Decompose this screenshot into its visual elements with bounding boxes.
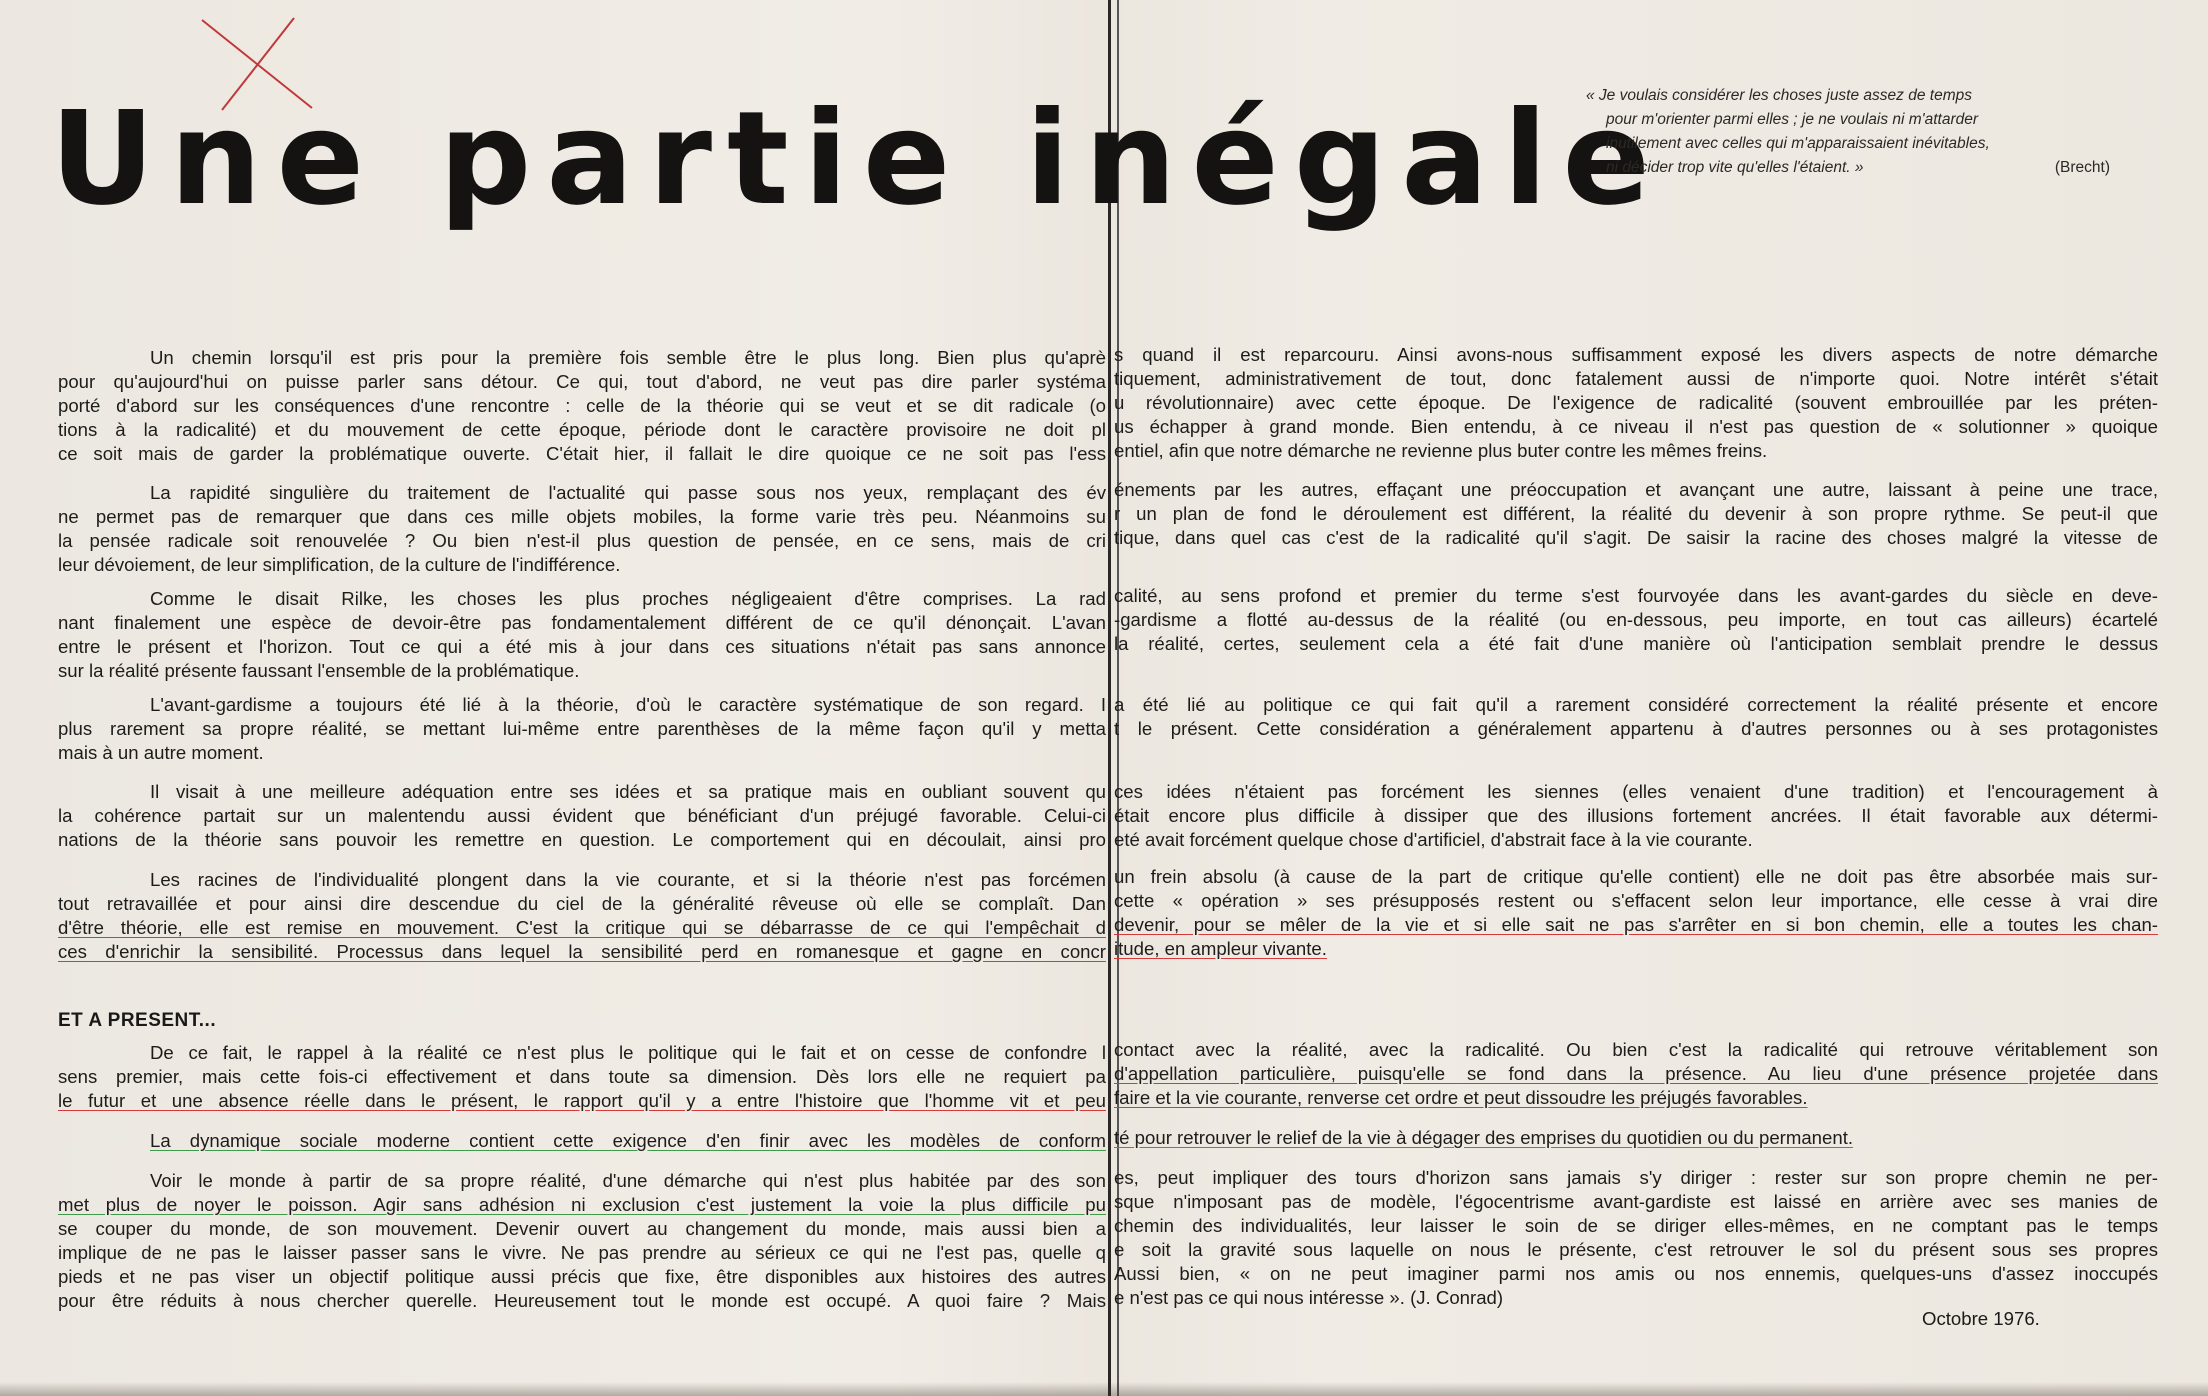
text-line: nations de la théorie sans pouvoir les remettre en question. Le comportement qui en découlait, ainsi pro [58, 829, 1106, 850]
text-line-highlighted: d'appellation particulière, puisqu'elle se fond dans la présence. Au lieu d'une présence projetée dans [1114, 1063, 2158, 1084]
text-line: s quand il est reparcouru. Ainsi avons-nous suffisamment exposé les divers aspects de notre démarche [1114, 344, 2158, 365]
text-line: mais à un autre moment. [58, 742, 264, 763]
text-line-highlighted: itude, en ampleur vivante. [1114, 938, 1327, 959]
epigraph-line: inutilement avec celles qui m'apparaissaient inévitables, [1606, 135, 1990, 152]
text-line: sque n'imposant pas de modèle, l'égocentrisme avant-gardiste est laissé en arrière avec ses manies de [1114, 1191, 2158, 1212]
text-line: tout retravaillée et pour ainsi dire descendue du ciel de la généralité rêveuse où elle se complaît. Dan [58, 893, 1106, 914]
text-line: a été lié au politique ce qui fait qu'il a rarement considéré correctement la réalité présente et encore [1114, 694, 2158, 715]
epigraph-line: ni décider trop vite qu'elles l'étaient. » [1606, 159, 1864, 176]
text-line: ne permet pas de remarquer que dans ces mille objets mobiles, la forme varie très peu. Néanmoins su [58, 506, 1106, 527]
text-line: tique, dans quel cas c'est de la radicalité qu'il s'agit. De saisir la racine des choses malgré la vitesse de [1114, 527, 2158, 548]
text-line: un frein absolu (à cause de la part de critique qu'elle contient) elle ne doit pas être absorbée mais sur- [1114, 866, 2158, 887]
text-line-highlighted: faire et la vie courante, renverse cet ordre et peut dissoudre les préjugés favorables. [1114, 1087, 1808, 1108]
text-line-highlighted: met plus de noyer le poisson. Agir sans adhésion ni exclusion c'est justement la voie la plus difficile pu [58, 1194, 1106, 1215]
text-line: -gardisme a flotté au-dessus de la réalité (ou en-dessous, peu importe, en tout cas ailleurs) écartelé [1114, 609, 2158, 630]
text-line: pour qu'aujourd'hui on puisse parler sans détour. Ce qui, tout d'abord, ne veut pas dire parler systéma [58, 371, 1106, 392]
text-line: tions à la radicalité) et du mouvement de cette époque, période dont le caractère provisoire ne doit pl [58, 419, 1106, 440]
text-line: es, peut impliquer des tours d'horizon sans jamais s'y diriger : rester sur son propre chemin ne per- [1114, 1167, 2158, 1188]
text-line: entre le présent et l'horizon. Tout ce qui a été mis à jour dans ces situations n'était pas sans annonce [58, 636, 1106, 657]
text-line: Les racines de l'individualité plongent dans la vie courante, et si la théorie n'est pas forcémen [150, 869, 1106, 890]
text-line: plus rarement sa propre réalité, se mettant lui-même entre parenthèses de la même façon qu'il y metta [58, 718, 1106, 739]
text-line-highlighted: ces d'enrichir la sensibilité. Processus dans lequel la sensibilité perd en romanesque et gagne en concr [58, 941, 1106, 962]
epigraph-line: pour m'orienter parmi elles ; je ne voulais ni m'attarder [1606, 111, 1979, 128]
text-line: t le présent. Cette considération a généralement appartenu à d'autres personnes ou à ses protagonistes [1114, 718, 2158, 739]
text-line-highlighted: té pour retrouver le relief de la vie à dégager des emprises du quotidien ou du permanent. [1114, 1127, 1854, 1148]
text-line: sens premier, mais cette fois-ci effectivement et dans toute sa dimension. Dès lors elle ne requiert pa [58, 1066, 1106, 1087]
text-line: contact avec la réalité, avec la radicalité. Ou bien c'est la radicalité qui retrouve véritablement son [1114, 1039, 2158, 1060]
text-line: r un plan de fond le déroulement est différent, la réalité du devenir à son propre rythme. Se peut-il que [1114, 503, 2158, 524]
text-line: chemin des individualités, leur laisser le soin de se diriger elles-mêmes, en ne comptant pas le temps [1114, 1215, 2158, 1236]
text-line: la cohérence partait sur un malentendu aussi évident que bénéficiant d'un préjugé favorable. Celui-ci [58, 805, 1106, 826]
text-line-highlighted: le futur et une absence réelle dans le présent, le rapport qu'il y a entre l'histoire que l'homme vit et peu [58, 1090, 1106, 1111]
text-line: L'avant-gardisme a toujours été lié à la théorie, d'où le caractère systématique de son regard. I [150, 694, 1106, 715]
text-line: se couper du monde, de son mouvement. Devenir ouvert au changement du monde, mais aussi bien a [58, 1218, 1106, 1239]
text-line: us échapper à grand monde. Bien entendu, à ce niveau il n'est pas question de « solutionner » quoique [1114, 416, 2158, 437]
text-line: La rapidité singulière du traitement de l'actualité qui passe sous nos yeux, remplaçant des év [150, 482, 1106, 503]
text-line: était encore plus difficile à dissiper que des illusions fortement ancrées. Il était favorable aux détermi- [1114, 805, 2158, 826]
text-line: cette « opération » ses présupposés restent ou s'effacent selon leur importance, elle cesse à vrai dire [1114, 890, 2158, 911]
text-line: sur la réalité présente faussant l'ensemble de la problématique. [58, 660, 580, 681]
text-line: implique de ne pas le laisser passer sans le vivre. Ne pas prendre au sérieux ce qui ne l'est pas, quelle q [58, 1242, 1106, 1263]
text-line: entiel, afin que notre démarche ne revienne plus buter contre les mêmes freins. [1114, 440, 1768, 461]
text-line: leur dévoiement, de leur simplification, de la culture de l'indifférence. [58, 554, 621, 575]
text-line-highlighted: d'être théorie, elle est remise en mouvement. C'est la critique qui se débarrasse de ce qui l'empêchait d [58, 917, 1106, 938]
epigraph-quote [1586, 84, 2110, 180]
text-line: Il visait à une meilleure adéquation entre ses idées et sa pratique mais en oubliant souvent qu [150, 781, 1106, 802]
text-line: Voir le monde à partir de sa propre réalité, d'une démarche qui n'est plus habitée par des son [150, 1170, 1106, 1191]
text-line: porté d'abord sur les conséquences d'une rencontre : celle de la théorie qui se veut et se dit radicale (o [58, 395, 1106, 416]
text-line: nant finalement une espèce de devoir-être pas fondamentalement différent de ce qu'il dénonçait. L'avan [58, 612, 1106, 633]
text-line: Comme le disait Rilke, les choses les plus proches négligeaient d'être comprises. La rad [150, 588, 1106, 609]
text-line: la réalité, certes, seulement cela a été fait d'une manière où l'anticipation semblait prendre le dessus [1114, 633, 2158, 654]
text-line: u révolutionnaire) avec cette époque. De l'exigence de radicalité (souvent embrouillée par les préten- [1114, 392, 2158, 413]
text-line: calité, au sens profond et premier du terme s'est fourvoyée dans les avant-gardes du siècle en deve- [1114, 585, 2158, 606]
text-line: pour être réduits à nous chercher querelle. Heureusement tout le monde est occupé. A quoi faire ? Mais [58, 1290, 1106, 1311]
text-line: eté avait forcément quelque chose d'artificiel, d'abstrait face à la vie courante. [1114, 829, 1753, 850]
text-line: ces idées n'étaient pas forcément les siennes (elles venaient d'une tradition) et l'encouragement à [1114, 781, 2158, 802]
text-line: e n'est pas ce qui nous intéresse ». (J. Conrad) [1114, 1287, 1504, 1308]
text-line-highlighted: La dynamique sociale moderne contient cette exigence d'en finir avec les modèles de conform [150, 1130, 1106, 1151]
text-line: pieds et ne pas viser un objectif politique aussi précis que fixe, être disponibles aux histoires des autres [58, 1266, 1106, 1287]
section-heading: ET A PRESENT... [58, 1010, 217, 1031]
epigraph-author: (Brecht) [2054, 159, 2110, 176]
page-edge-shadow [0, 1382, 2208, 1396]
text-line: la pensée radicale soit renouvelée ? Ou bien n'est-il plus question de pensée, en ce sens, mais de cri [58, 530, 1106, 551]
text-line: De ce fait, le rappel à la réalité ce n'est plus le politique qui le fait et on cesse de confondre l [150, 1042, 1106, 1063]
text-line: énements par les autres, effaçant une préoccupation et avançant une autre, laissant à peine une trace, [1114, 479, 2158, 500]
text-line: Un chemin lorsqu'il est pris pour la première fois semble être le plus long. Bien plus qu'aprè [150, 347, 1106, 368]
epigraph-line: « Je voulais considérer les choses juste assez de temps [1586, 87, 1972, 104]
text-line-highlighted: devenir, pour se mêler de la vie et si elle sait ne pas s'arrêter en si bon chemin, elle a toutes les chan- [1114, 914, 2158, 935]
date-signature: Octobre 1976. [1922, 1308, 2040, 1329]
text-line: e soit la gravité sous laquelle on nous le présente, c'est retrouver le sol du présent sous ses propres [1114, 1239, 2158, 1260]
page-title: Une partie inégale [50, 84, 1665, 234]
text-line: Aussi bien, « on ne peut imaginer parmi nos amis ou nos ennemis, quelques-uns d'assez inoccupés [1114, 1263, 2158, 1284]
text-line: ce soit mais de garder la problématique ouverte. C'était hier, il fallait le dire quoique ce ne soit pas l'ess [58, 443, 1106, 464]
text-line: tiquement, administrativement de tout, donc fatalement aussi de n'importe quoi. Notre intérêt s'était [1114, 368, 2158, 389]
